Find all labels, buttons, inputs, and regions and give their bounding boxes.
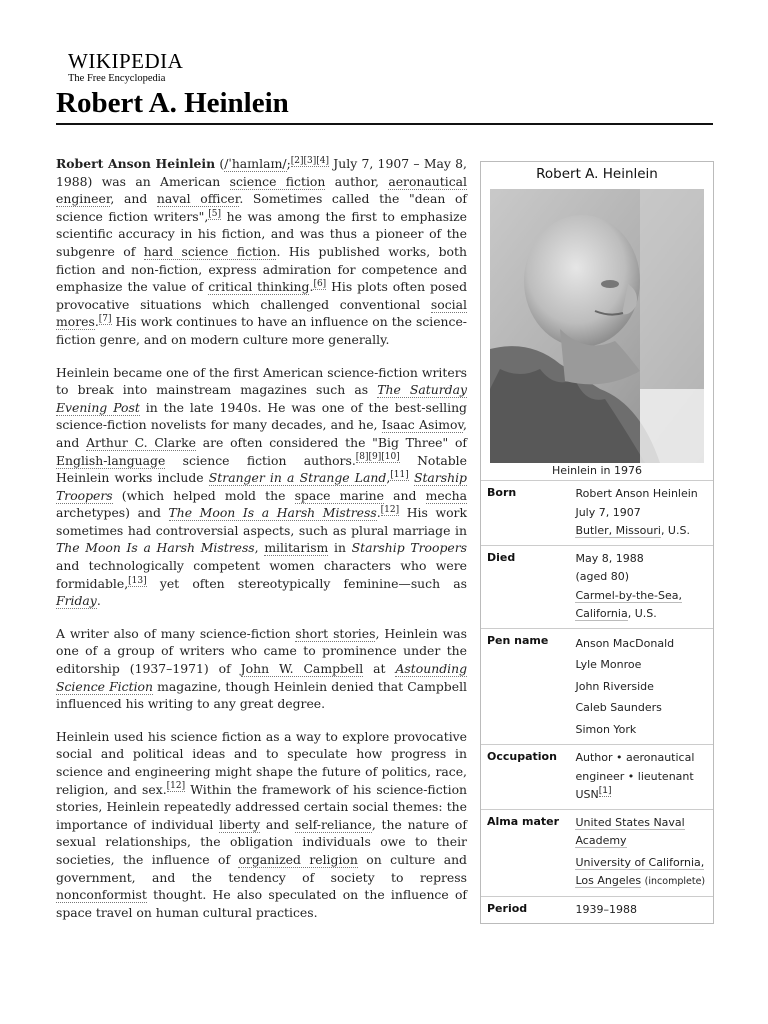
- link-mecha[interactable]: mecha: [425, 487, 467, 503]
- text: .: [94, 314, 99, 330]
- death-place-line2: [575, 605, 709, 624]
- pen-name-label: Pen name: [487, 633, 549, 647]
- link-social-mores[interactable]: social mores: [56, 296, 467, 330]
- link-starship-troopers[interactable]: Starship Troopers: [56, 470, 467, 503]
- text: A writer also of many science-fiction: [56, 625, 296, 641]
- link-carmel-by-the-sea[interactable]: Carmel-by-the-Sea,: [575, 588, 683, 602]
- died-label: Died: [487, 550, 516, 564]
- reference-link[interactable]: [6]: [313, 279, 327, 290]
- reference-link[interactable]: [8][9][10]: [355, 452, 400, 463]
- birth-name: Robert Anson Heinlein: [575, 487, 698, 500]
- text: .: [376, 505, 381, 521]
- link-liberty[interactable]: liberty: [219, 816, 261, 832]
- infobox-title: Robert A. Heinlein: [536, 166, 658, 182]
- text: ;: [286, 156, 291, 171]
- title-divider: [56, 123, 713, 125]
- text: , and: [56, 417, 467, 450]
- logo-wordmark: WIKIPEDIA: [68, 49, 184, 73]
- link-arthur-c-clarke[interactable]: Arthur C. Clarke: [86, 434, 196, 450]
- infobox-row-pen-name: [481, 628, 713, 745]
- italic-title: The Moon Is a Harsh Mistress: [56, 540, 255, 556]
- text: , U.S.: [627, 607, 657, 620]
- pen-name-item: Lyle Monroe: [575, 658, 642, 671]
- text: he was among the first to emphasize scientific accuracy in his fiction, and was thus a pioneer of the subgenre of: [56, 208, 467, 259]
- link-critical-thinking[interactable]: critical thinking: [208, 279, 310, 295]
- infobox: [480, 161, 714, 924]
- text: archetypes) and: [56, 505, 169, 521]
- text: magazine, though Heinlein denied that Campbell influenced his writing to any great degree.: [56, 678, 467, 712]
- link-self-reliance[interactable]: self-reliance: [295, 816, 372, 832]
- text: Within the framework of his science-fiction stories, Heinlein repeatedly addressed certain social themes: the importance of individual: [56, 781, 468, 832]
- text: Heinlein became one of the first American science-fiction writers to break into mainstream magazines such as: [56, 364, 467, 398]
- text: , and: [110, 191, 157, 207]
- text: (: [215, 156, 225, 171]
- text: thought. He also speculated on the influence of space travel on human cultural practices.: [56, 887, 467, 920]
- occupation-value: [569, 745, 713, 809]
- text: His work continues to have an influence on the science-fiction genre, and on modern culture more generally.: [56, 314, 467, 347]
- text: and: [260, 816, 295, 832]
- alma-mater-label: Alma mater: [487, 814, 560, 828]
- reference-link[interactable]: [2][3][4]: [290, 155, 330, 166]
- link-nonconformist[interactable]: nonconformist: [56, 887, 147, 903]
- text: ,: [254, 540, 265, 556]
- text: in: [328, 540, 352, 556]
- italic-title: Starship Troopers: [351, 540, 467, 556]
- pronunciation-link[interactable]: /ˈhaɪnlaɪn/: [224, 156, 287, 171]
- died-value: [569, 546, 713, 628]
- link-saturday-evening-post[interactable]: The Saturday Evening Post: [56, 382, 467, 415]
- text: His plots often posed provocative situations which challenged conventional: [56, 279, 468, 312]
- link-friday[interactable]: Friday: [56, 593, 97, 609]
- text: science fiction authors.: [165, 452, 356, 468]
- text: Notable Heinlein works include: [56, 452, 467, 486]
- period-value: 1939–1988: [575, 902, 637, 916]
- born-value: [569, 481, 713, 545]
- paragraph-career: [56, 364, 467, 610]
- text: . Sometimes called the "dean of science fiction writers",: [56, 191, 467, 224]
- death-date: May 8, 1988: [575, 551, 644, 565]
- text: .: [96, 593, 101, 609]
- death-age: (aged 80): [575, 570, 630, 583]
- link-astounding-science-fiction[interactable]: Astounding Science Fiction: [56, 661, 467, 694]
- reference-link[interactable]: [7]: [98, 314, 112, 325]
- text: , U.S.: [660, 524, 690, 537]
- wikipedia-logo[interactable]: [68, 50, 183, 85]
- death-place-line1: [575, 587, 709, 606]
- paragraph-intro: [56, 155, 467, 349]
- infobox-row-alma-mater: [481, 809, 713, 896]
- text: are often considered the "Big Three" of: [195, 434, 467, 450]
- pen-name-item: Simon York: [575, 722, 637, 736]
- text: and technologically competent women characters who were formidable,: [56, 558, 467, 591]
- article-body: [56, 155, 467, 936]
- text: , Heinlein was one of a group of writers who came to prominence under the editorship (1937–1971) of: [56, 625, 467, 677]
- text: at: [363, 661, 396, 677]
- occupation-text: Author • aeronautical engineer • lieutenant USN: [575, 751, 695, 801]
- link-isaac-asimov[interactable]: Isaac Asimov: [381, 417, 464, 433]
- text: ,: [386, 470, 391, 486]
- born-label: Born: [487, 486, 517, 499]
- text: .: [309, 279, 314, 295]
- text: yet often stereotypically feminine—such as: [146, 575, 467, 591]
- link-militarism[interactable]: militarism: [264, 540, 329, 556]
- infobox-row-occupation: [481, 744, 713, 809]
- link-butler-missouri[interactable]: Butler, Missouri: [575, 524, 661, 537]
- text: Heinlein used his science fiction as a way to explore provocative social and political ideas and to speculate how progress in science and engineering might shape the future of politics, race, religion, and sex.: [56, 728, 467, 797]
- reference-link[interactable]: [12]: [166, 781, 186, 792]
- link-hard-science-fiction[interactable]: hard science fiction: [143, 243, 277, 259]
- infobox-row-period: [481, 896, 713, 924]
- text: July 7, 1907 – May 8, 1988) was an American: [56, 156, 467, 189]
- text: . His published works, both fiction and non-fiction, express admiration for competence and emphasize the value of: [56, 243, 467, 295]
- link-aeronautical-engineer[interactable]: aeronautical engineer: [56, 173, 467, 207]
- text: , the nature of sexual relationships, the obligation individuals owe to their societies, the influence of: [56, 816, 467, 867]
- link-english-language[interactable]: English-language: [56, 452, 166, 468]
- link-stranger-in-a-strange-land[interactable]: Stranger in a Strange Land: [208, 470, 387, 486]
- pen-name-list: [569, 629, 713, 745]
- link-short-stories[interactable]: short stories: [295, 625, 376, 641]
- pen-name-item: Caleb Saunders: [575, 701, 662, 714]
- link-space-marine[interactable]: space marine: [294, 487, 384, 503]
- reference-link[interactable]: [12]: [380, 505, 400, 516]
- link-john-w-campbell[interactable]: John W. Campbell: [240, 661, 364, 677]
- pen-name-item: Anson MacDonald: [575, 636, 675, 650]
- text: His work sometimes had controversial aspects, such as plural marriage in: [56, 505, 467, 538]
- alma-mater-value: [569, 810, 713, 896]
- reference-link[interactable]: [11]: [390, 469, 409, 480]
- pen-name-item: John Riverside: [575, 679, 654, 693]
- reference-link[interactable]: [13]: [128, 575, 147, 586]
- reference-link[interactable]: [5]: [208, 208, 222, 219]
- paragraph-themes: [56, 728, 467, 922]
- photo-caption: Heinlein in 1976: [552, 464, 642, 477]
- portrait-photo[interactable]: [490, 189, 704, 463]
- logo-tagline: The Free Encyclopedia: [68, 73, 166, 84]
- text: and: [384, 487, 426, 503]
- paragraph-short-stories: [56, 625, 467, 713]
- link-us-naval-academy[interactable]: United States Naval Academy: [575, 815, 685, 847]
- text: (which helped mold the: [112, 487, 295, 503]
- link-naval-officer[interactable]: naval officer: [156, 191, 240, 207]
- reference-link[interactable]: [1]: [598, 786, 612, 797]
- birth-place: [575, 522, 709, 541]
- text: in the late 1940s. He was one of the best-selling science-fiction novelists for many decades, and he,: [56, 399, 467, 433]
- page-title: Robert A. Heinlein: [56, 87, 289, 119]
- text: on culture and government, and the tendency of society to repress: [56, 851, 467, 885]
- text: author,: [325, 173, 389, 189]
- link-organized-religion[interactable]: organized religion: [238, 851, 358, 867]
- link-ucla[interactable]: University of California, Los Angeles: [575, 855, 705, 887]
- link-moon-is-a-harsh-mistress[interactable]: The Moon Is a Harsh Mistress: [168, 505, 377, 521]
- period-label: Period: [487, 901, 528, 915]
- link-science-fiction[interactable]: science fiction: [229, 173, 326, 189]
- link-california[interactable]: California: [575, 607, 628, 620]
- infobox-row-died: [481, 545, 713, 628]
- occupation-label: Occupation: [487, 750, 557, 763]
- subject-name: Robert Anson Heinlein: [56, 156, 216, 171]
- incomplete-note: (incomplete): [644, 876, 706, 887]
- infobox-row-born: [481, 480, 713, 545]
- birth-date: July 7, 1907: [575, 505, 641, 519]
